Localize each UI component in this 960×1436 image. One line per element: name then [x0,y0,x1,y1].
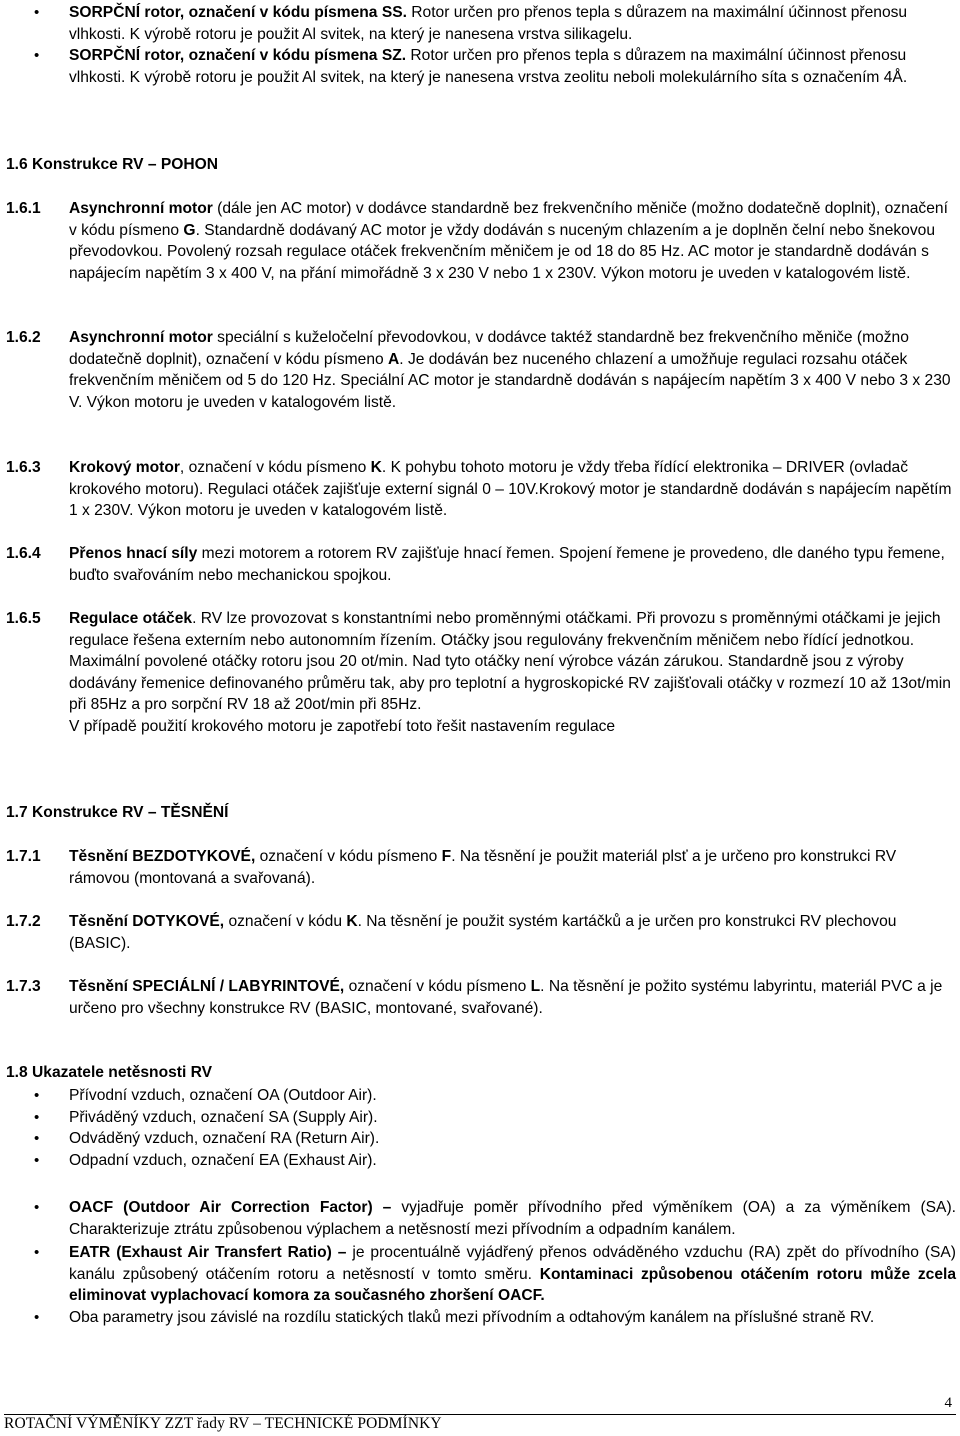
subsection-1-6-1: 1.6.1 Asynchronní motor (dále jen AC motor) v dodávce standardně bez frekvenčního měniče (možno dodatečně doplnit), označení v kódu písmeno G. Standardně dodávaný AC motor je vždy dodáván s nuceným chlazením a je doplněn čelní nebo šnekovou převodovkou. Povolený rozsah regulace otáček frekvenčním měničem je od 18 do 85 Hz. AC motor je standardně dodáván s napájecím napětím 3 x 400 V, na přání mimořádně 3 x 230 V nebo 1 x 230V. Výkon motoru je uveden v katalogovém listě. [6,200,948,282]
list-item: • Odpadní vzduch, označení EA (Exhaust Air). [28,1150,956,1172]
subsection-1-6-5: 1.6.5 Regulace otáček. RV lze provozovat s konstantními nebo proměnnými otáčkami. Při provozu s proměnnými otáčkami je jejich regulace řešena externím nebo autonomním řízením. Otáčky jsou regulovány frekvenčním měničem nebo řídící jednotkou. Maximální povolené otáčky rotoru jsou 20 ot/min. Nad tyto otáčky není výrobce vázán zárukou. Standardně jsou z výroby dodávány řemenice definovaného průměru tak, aby pro teplotní a hygroskopické RV zajišťovali otáčky v rozmezí 10 až 13ot/min při 85Hz a pro sorpční RV 18 až 20ot/min při 85Hz. V případě použití krokového motoru je zapotřebí toto řešit nastavením regulace [6,610,951,735]
list-item: • SORPČNÍ rotor, označení v kódu písmena SZ. Rotor určen pro přenos tepla s důrazem na maximální účinnost přenosu vlhkosti. K výrobě rotoru je použit Al svitek, na který je nanesena vrstva zeolitu neboli molekulárního síta s označením 4Å. [28,45,956,88]
subsection-1-6-3: 1.6.3 Krokový motor, označení v kódu písmeno K. K pohybu tohoto motoru je vždy třeba řídící elektronika – DRIVER (ovladač krokového motoru). Regulaci otáček zajišťuje externí signál 0 – 10V.Krokový motor je standardně dodáván s napájecím napětím 1 x 230V. Výkon motoru je uveden v katalogovém listě. [6,459,952,520]
section-heading-1-8: 1.8 Ukazatele netěsnosti RV [6,1064,213,1081]
list-item-eatr: • EATR (Exhaust Air Transfert Ratio) – je procentuálně vyjádřený přenos odváděného vzduchu (RA) zpět do přívodního (SA) kanálu způsobený otáčením rotoru a netěsností v tomto směru. Kontaminaci způsobenou otáčením rotoru může zcela eliminovat vyplachovací komora za současného zhoršení OACF. [28,1242,956,1307]
section-heading-1-6: 1.6 Konstrukce RV – POHON [6,156,219,173]
page-footer [0,1395,960,1436]
list-item: • SORPČNÍ rotor, označení v kódu písmena SS. Rotor určen pro přenos tepla s důrazem na maximální účinnost přenosu vlhkosti. K výrobě rotoru je použit Al svitek, na který je nanesena vrstva silikagelu. [28,2,956,45]
list-item: • Přiváděný vzduch, označení SA (Supply Air). [28,1107,956,1129]
air-designation-list [28,1085,956,1171]
leakage-indicator-list [28,1197,956,1329]
subsection-1-6-4: 1.6.4 Přenos hnací síly mezi motorem a rotorem RV zajišťuje hnací řemen. Spojení řemene je provedeno, dle daného typu řemene, buďto svařováním nebo mechanickou spojkou. [6,545,945,584]
list-item-oacf: • OACF (Outdoor Air Correction Factor) – vyjadřuje poměr přívodního před výměníkem (OA) a za výměníkem (SA). Charakterizuje ztrátu způsobenou výplachem a netěsností mezi přívodním a odpadním kanálem. [28,1197,956,1240]
page-number: 4 [944,1395,952,1411]
footer-title: ROTAČNÍ VÝMĚNÍKY ZZT řady RV – TECHNICKÉ PODMÍNKY [4,1415,442,1432]
list-item: • Přívodní vzduch, označení OA (Outdoor Air). [28,1085,956,1107]
subsection-1-7-2: 1.7.2 Těsnění DOTYKOVÉ, označení v kódu K. Na těsnění je použit systém kartáčků a je určen pro konstrukci RV plechovou (BASIC). [6,913,897,952]
subsection-1-7-3: 1.7.3 Těsnění SPECIÁLNÍ / LABYRINTOVÉ, označení v kódu písmeno L. Na těsnění je požito systému labyrintu, materiál PVC a je určeno pro všechny konstrukce RV (BASIC, montované, svařované). [6,978,943,1017]
subsection-1-6-2: 1.6.2 Asynchronní motor speciální s kuželočelní převodovkou, v dodávce taktéž standardně bez frekvenčního měniče (možno dodatečně doplnit), označení v kódu písmeno A. Je dodáván bez nuceného chlazení a umožňuje regulaci rozsahu otáček frekvenčním měničem od 5 do 120 Hz. Speciální AC motor je standardně dodáván s napájecím napětím 3 x 400 V nebo 3 x 230 V. Výkon motoru je uveden v katalogovém listě. [6,329,951,411]
subsection-1-7-1: 1.7.1 Těsnění BEZDOTYKOVÉ, označení v kódu písmeno F. Na těsnění je použit materiál plsť a je určeno pro konstrukci RV rámovou (montovaná a svařovaná). [6,848,897,887]
rotor-type-list [28,2,956,88]
section-heading-1-7: 1.7 Konstrukce RV – TĚSNĚNÍ [6,804,229,821]
list-item: • Odváděný vzduch, označení RA (Return Air). [28,1128,956,1150]
list-item-both: • Oba parametry jsou závislé na rozdílu statických tlaků mezi přívodním a odtahovým kanálem na příslušné straně RV. [28,1307,956,1329]
